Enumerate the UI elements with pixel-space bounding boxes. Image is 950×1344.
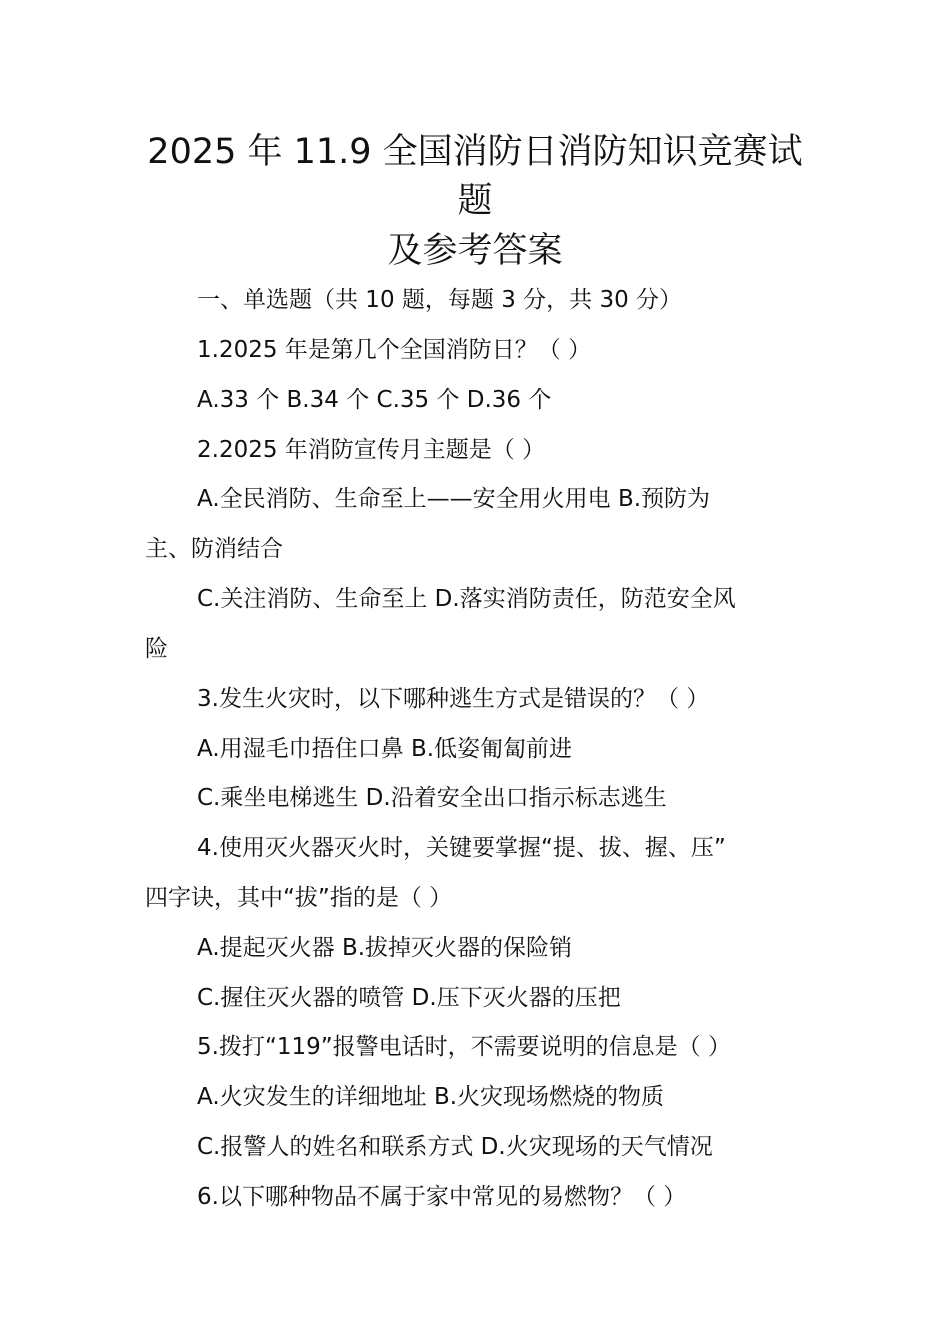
question-2: 2.2025 年消防宣传月主题是（ ） [197, 437, 546, 463]
question-2-options-ab: A.全民消防、生命至上——安全用火用电 B.预防为 [197, 486, 711, 512]
question-4: 4.使用灭火器灭火时，关键要掌握“提、拔、握、压” [197, 835, 726, 861]
document-title-line-1: 2025 年 11.9 全国消防日消防知识竞赛试 [147, 132, 803, 172]
question-2-options-cd: C.关注消防、生命至上 D.落实消防责任，防范安全风 [197, 586, 736, 612]
question-5-options-cd: C.报警人的姓名和联系方式 D.火灾现场的天气情况 [197, 1134, 713, 1160]
question-4-cont: 四字诀，其中“拔”指的是（ ） [145, 885, 453, 911]
question-3-options-cd: C.乘坐电梯逃生 D.沿着安全出口指示标志逃生 [197, 785, 667, 811]
document-title-line-3: 及参考答案 [387, 231, 563, 271]
question-2-options-cd-cont: 险 [145, 636, 168, 662]
question-4-options-cd: C.握住灭火器的喷管 D.压下灭火器的压把 [197, 985, 621, 1011]
question-4-options-ab: A.提起灭火器 B.拔掉灭火器的保险销 [197, 935, 573, 961]
question-1: 1.2025 年是第几个全国消防日？（ ） [197, 337, 592, 363]
question-2-options-ab-cont: 主、防消结合 [145, 536, 283, 562]
document-title-line-2: 题 [457, 181, 493, 221]
question-5: 5.拨打“119”报警电话时，不需要说明的信息是（ ） [197, 1034, 731, 1060]
question-1-options: A.33 个 B.34 个 C.35 个 D.36 个 [197, 387, 552, 413]
question-3: 3.发生火灾时，以下哪种逃生方式是错误的？（ ） [197, 686, 710, 712]
question-6: 6.以下哪种物品不属于家中常见的易燃物？（ ） [197, 1184, 687, 1210]
question-3-options-ab: A.用湿毛巾捂住口鼻 B.低姿匍匐前进 [197, 736, 573, 762]
question-5-options-ab: A.火灾发生的详细地址 B.火灾现场燃烧的物质 [197, 1084, 665, 1110]
section-heading: 一、单选题（共 10 题，每题 3 分，共 30 分） [197, 287, 683, 313]
